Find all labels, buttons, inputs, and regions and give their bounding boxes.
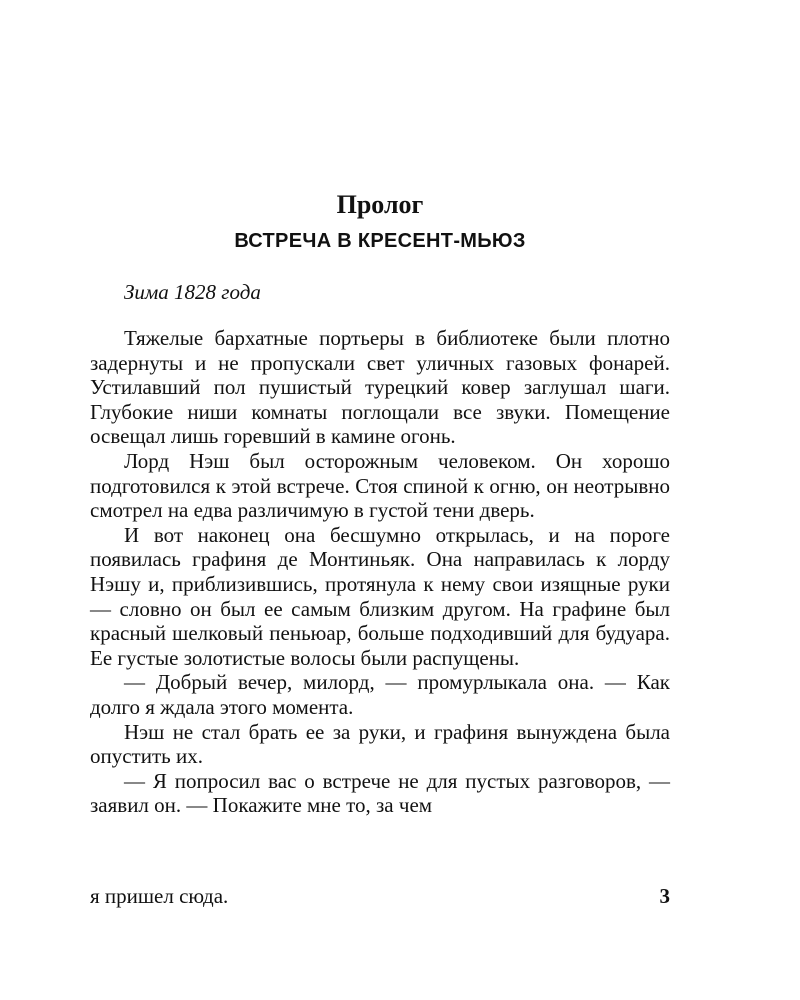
- last-line: я пришел сюда.: [90, 884, 229, 908]
- paragraph: Тяжелые бархатные портьеры в библиотеке были плотно задернуты и не пропускали свет уличных газовых фонарей. Устилавший пол пушистый турецкий ковер заглушал шаги. Глубокие ниши комнаты поглощали все звуки. Помещение освещал лишь горевший в камине огонь.: [90, 326, 670, 449]
- paragraph: Нэш не стал брать ее за руки, и графиня вынуждена была опустить их.: [90, 719, 670, 769]
- text-body: [90, 326, 670, 818]
- paragraph: И вот наконец она бесшумно открылась, и на пороге появилась графиня де Монтиньяк. Она направилась к лорду Нэшу и, приблизившись, протянула к нему свои изящные руки — словно он был ее самым близким другом. На графине был красный шелковый пеньюар, больше подходивший для будуара. Ее густые золотистые волосы были распущены.: [90, 522, 670, 670]
- paragraph: Лорд Нэш был осторожным человеком. Он хорошо подготовился к этой встрече. Стоя спиной к огню, он неотрывно смотрел на едва различимую в густой тени дверь.: [90, 448, 670, 523]
- chapter-title: Пролог: [336, 190, 424, 219]
- page-number: 3: [659, 884, 670, 908]
- chapter-subtitle: ВСТРЕЧА В КРЕСЕНТ-МЬЮЗ: [234, 230, 526, 252]
- paragraph: — Я попросил вас о встрече не для пустых разговоров, — заявил он. — Покажите мне то, за чем: [90, 768, 670, 818]
- footer-row: [90, 884, 670, 910]
- paragraph: — Добрый вечер, милорд, — промурлыкала она. — Как долго я ждала этого момента.: [90, 670, 670, 719]
- epigraph: Зима 1828 года: [124, 280, 261, 304]
